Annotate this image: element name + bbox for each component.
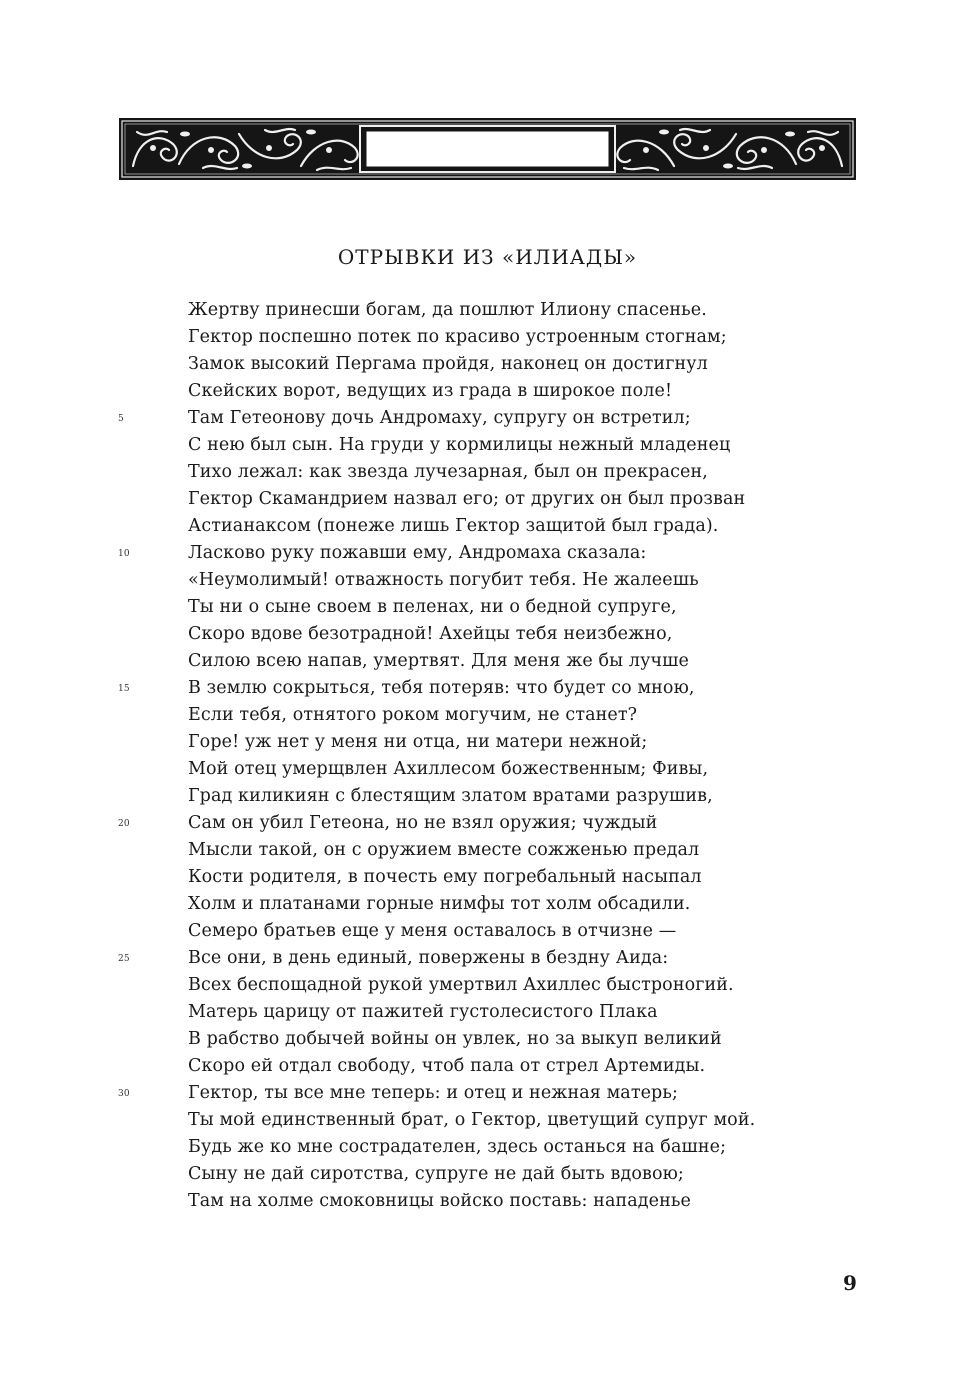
line-number: 25 <box>118 954 130 964</box>
poem-line <box>188 1134 888 1161</box>
poem-text <box>118 297 888 1215</box>
line-text: С нею был сын. На груди у кормилицы нежный младенец <box>188 435 731 455</box>
line-text: Семеро братьев еще у меня оставалось в отчизне — <box>188 921 677 941</box>
line-text: Сам он убил Гетеона, но не взял оружия; чуждый <box>188 813 658 833</box>
poem-line <box>188 972 888 999</box>
line-text: Град киликиян с блестящим златом вратами разрушив, <box>188 786 713 806</box>
header-ornament-banner <box>119 118 856 180</box>
line-text: Холм и платанами горные нимфы тот холм обсадили. <box>188 894 691 914</box>
poem-line <box>188 756 888 783</box>
poem-line <box>118 540 888 567</box>
poem-line <box>188 432 888 459</box>
line-text: Если тебя, отнятого роком могучим, не станет? <box>188 705 638 725</box>
poem-line <box>118 405 888 432</box>
line-text: Замок высокий Пергама пройдя, наконец он достигнул <box>188 354 708 374</box>
poem-line <box>188 1026 888 1053</box>
line-text: Гектор Скамандрием назвал его; от других он был прозван <box>188 489 746 509</box>
ornament-scroll-icon <box>119 118 856 180</box>
poem-line <box>188 783 888 810</box>
poem-line <box>188 891 888 918</box>
poem-line <box>188 297 888 324</box>
poem-line <box>188 594 888 621</box>
poem-line <box>118 675 888 702</box>
poem-line <box>188 486 888 513</box>
poem-line <box>188 999 888 1026</box>
poem-line <box>188 918 888 945</box>
poem-line <box>118 945 888 972</box>
line-text: Сыну не дай сиротства, супруге не дай быть вдовою; <box>188 1164 684 1184</box>
line-text: Там Гетеонову дочь Андромаху, супругу он встретил; <box>188 408 691 428</box>
line-text: Будь же ко мне сострадателен, здесь останься на башне; <box>188 1137 727 1157</box>
line-text: Скоро вдове безотрадной! Ахейцы тебя неизбежно, <box>188 624 673 644</box>
line-text: Ты ни о сыне своем в пеленах, ни о бедной супруге, <box>188 597 677 617</box>
line-number: 30 <box>118 1089 130 1099</box>
line-text: Горе! уж нет у меня ни отца, ни матери нежной; <box>188 732 648 752</box>
line-text: Мой отец умерщвлен Ахиллесом божественным; Фивы, <box>188 759 709 779</box>
line-number: 5 <box>118 414 124 424</box>
poem-line <box>188 1053 888 1080</box>
line-text: Матерь царицу от пажитей густолесистого Плака <box>188 1002 658 1022</box>
poem-line <box>188 1161 888 1188</box>
poem-line <box>118 810 888 837</box>
page-number: 9 <box>843 1271 857 1295</box>
line-text: Ласково руку пожавши ему, Андромаха сказала: <box>188 543 647 563</box>
page-title: ОТРЫВКИ ИЗ «ИЛИАДЫ» <box>337 245 638 269</box>
line-number: 20 <box>118 819 130 829</box>
line-text: Гектор поспешно потек по красиво устроенным стогнам; <box>188 327 727 347</box>
poem-line <box>188 837 888 864</box>
poem-line <box>188 648 888 675</box>
poem-line <box>188 513 888 540</box>
line-text: Силою всею напав, умертвят. Для меня же бы лучше <box>188 651 689 671</box>
line-text: Там на холме смоковницы войско поставь: нападенье <box>188 1191 691 1211</box>
line-text: Гектор, ты все мне теперь: и отец и нежная матерь; <box>188 1083 678 1103</box>
poem-line <box>188 351 888 378</box>
poem-line <box>188 864 888 891</box>
poem-line <box>188 1188 888 1215</box>
line-number: 10 <box>118 549 130 559</box>
line-text: Все они, в день единый, повержены в бездну Аида: <box>188 948 669 968</box>
line-text: Тихо лежал: как звезда лучезарная, был он прекрасен, <box>188 462 708 482</box>
poem-line <box>188 729 888 756</box>
poem-line <box>118 1080 888 1107</box>
line-text: Кости родителя, в почесть ему погребальный насыпал <box>188 867 702 887</box>
poem-line <box>188 324 888 351</box>
line-number: 15 <box>118 684 130 694</box>
poem-line <box>188 1107 888 1134</box>
line-text: Скейских ворот, ведущих из града в широкое поле! <box>188 381 673 401</box>
poem-line <box>188 459 888 486</box>
poem-line <box>188 567 888 594</box>
line-text: Жертву принесши богам, да пошлют Илиону спасенье. <box>188 300 707 320</box>
line-text: Ты мой единственный брат, о Гектор, цветущий супруг мой. <box>188 1110 756 1130</box>
line-text: Астианаксом (понеже лишь Гектор защитой был града). <box>188 516 719 536</box>
line-text: В рабство добычей войны он увлек, но за выкуп великий <box>188 1029 722 1049</box>
poem-line <box>188 702 888 729</box>
line-text: Мысли такой, он с оружием вместе сожженью предал <box>188 840 700 860</box>
line-text: Скоро ей отдал свободу, чтоб пала от стрел Артемиды. <box>188 1056 706 1076</box>
poem-line <box>188 378 888 405</box>
poem-line <box>188 621 888 648</box>
line-text: Всех беспощадной рукой умертвил Ахиллес быстроногий. <box>188 975 734 995</box>
line-text: «Неумолимый! отважность погубит тебя. Не жалеешь <box>188 570 699 590</box>
line-text: В землю сокрыться, тебя потеряв: что будет со мною, <box>188 678 695 698</box>
